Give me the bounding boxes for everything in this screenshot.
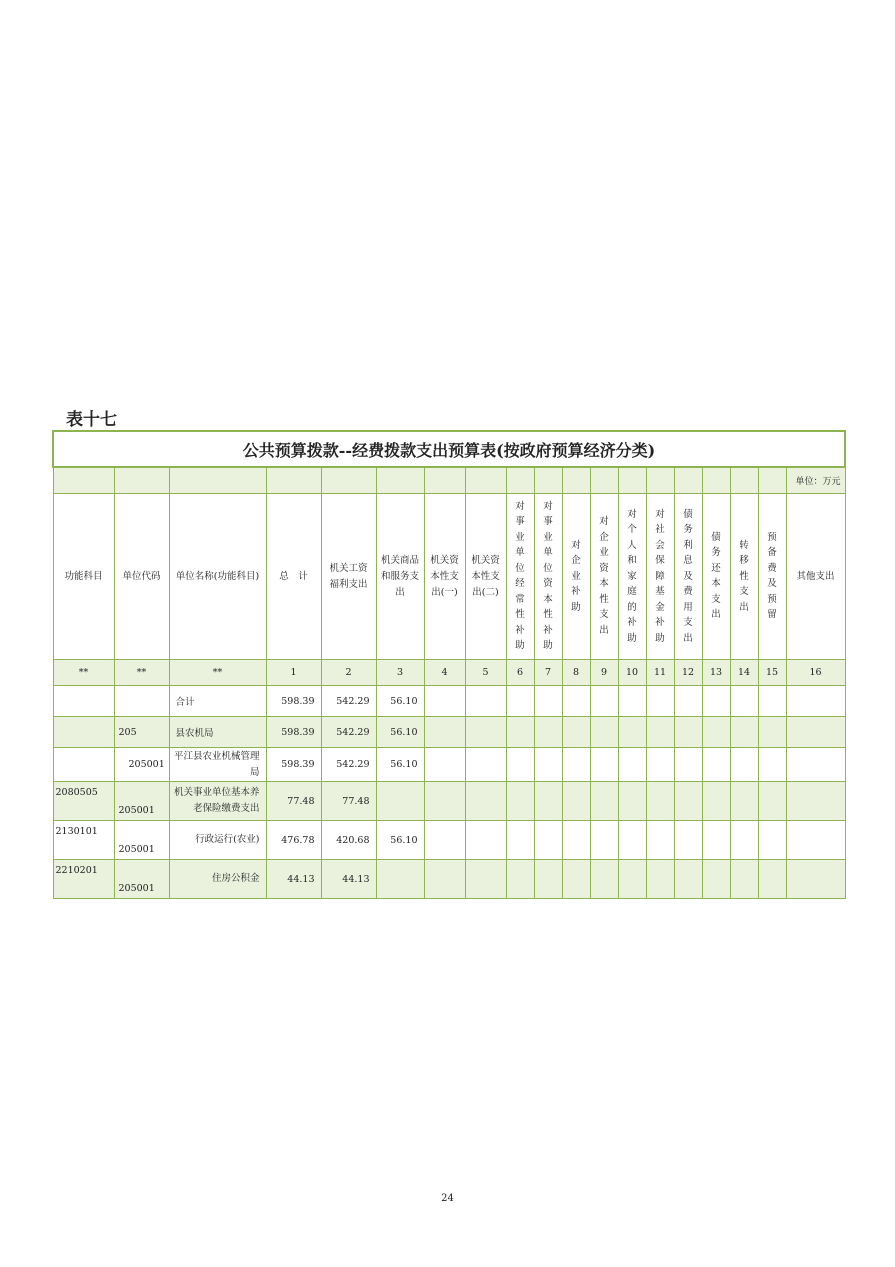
salary-cell: 44.13 (321, 860, 376, 899)
salary-cell: 420.68 (321, 821, 376, 860)
budget-table-container (52, 430, 844, 899)
total-cell: 44.13 (266, 860, 321, 899)
header-cell: 单位名称(功能科目) (169, 494, 266, 660)
unit-code-cell: 205001 (114, 821, 169, 860)
header-row (53, 494, 845, 660)
header-text: 机关资本性支出(一) (430, 554, 459, 598)
unit-name-cell: 平江县农业机械管理局 (169, 748, 266, 782)
header-text: 预备费及预留 (767, 531, 777, 621)
total-cell: 476.78 (266, 821, 321, 860)
table-title: 公共预算拨款--经费拨款支出预算表(按政府预算经济分类) (53, 431, 845, 467)
column-number: 4 (424, 660, 465, 686)
page-number: 24 (441, 1193, 454, 1204)
column-number: 16 (786, 660, 845, 686)
header-cell: 功能科目 (53, 494, 114, 660)
total-cell: 598.39 (266, 748, 321, 782)
function-code-cell: 2130101 (53, 821, 114, 860)
header-cell (562, 494, 590, 660)
unit-row (53, 467, 845, 494)
unit-label: 单位：万元 (786, 467, 845, 494)
header-cell (618, 494, 646, 660)
table-row (53, 782, 845, 821)
table-row (53, 748, 845, 782)
table-label: 表十七 (66, 410, 117, 430)
unit-code-cell: 205001 (114, 782, 169, 821)
column-number: 2 (321, 660, 376, 686)
unit-code-cell (114, 686, 169, 717)
header-cell (646, 494, 674, 660)
column-number: 11 (646, 660, 674, 686)
column-number: 13 (702, 660, 730, 686)
header-text: 对个人和家庭的补助 (627, 508, 637, 644)
goods-services-cell: 56.10 (376, 717, 424, 748)
column-number: 6 (506, 660, 534, 686)
table-row-total (53, 686, 845, 717)
header-text: 对事业单位资本性补助 (543, 500, 553, 652)
header-text: 对社会保障基金补助 (655, 508, 665, 644)
header-text: 机关商品和服务支出 (380, 554, 419, 598)
header-text: 转移性支出 (739, 539, 749, 613)
unit-name-cell: 住房公积金 (169, 860, 266, 899)
header-cell (730, 494, 758, 660)
header-cell (758, 494, 786, 660)
function-code-cell: 2080505 (53, 782, 114, 821)
unit-name-cell: 机关事业单位基本养老保险缴费支出 (169, 782, 266, 821)
unit-code-cell: 205001 (114, 748, 169, 782)
header-cell (674, 494, 702, 660)
total-cell: 77.48 (266, 782, 321, 821)
unit-code-cell: 205001 (114, 860, 169, 899)
header-text: 债务利息及费用支出 (683, 508, 693, 644)
column-number: 5 (465, 660, 506, 686)
header-cell (506, 494, 534, 660)
unit-name-cell: 县农机局 (169, 717, 266, 748)
salary-cell: 542.29 (321, 717, 376, 748)
goods-services-cell (376, 860, 424, 899)
table-row (53, 821, 845, 860)
header-cell (702, 494, 730, 660)
header-cell: 单位代码 (114, 494, 169, 660)
column-number: 7 (534, 660, 562, 686)
unit-name-cell: 行政运行(农业) (169, 821, 266, 860)
function-code-cell (53, 748, 114, 782)
function-code-cell (53, 717, 114, 748)
column-number: ** (169, 660, 266, 686)
column-number: 12 (674, 660, 702, 686)
header-text: 对事业单位经常性补助 (515, 500, 525, 652)
column-number: 15 (758, 660, 786, 686)
salary-cell: 542.29 (321, 748, 376, 782)
goods-services-cell: 56.10 (376, 748, 424, 782)
goods-services-cell (376, 782, 424, 821)
unit-code-cell: 205 (114, 717, 169, 748)
unit-name-cell: 合计 (169, 686, 266, 717)
header-text: 机关资本性支出(二) (471, 554, 500, 598)
header-cell: 总 计 (266, 494, 321, 660)
goods-services-cell: 56.10 (376, 686, 424, 717)
column-number: 14 (730, 660, 758, 686)
header-cell (321, 494, 376, 660)
column-number: ** (53, 660, 114, 686)
table-row (53, 860, 845, 899)
column-number: 8 (562, 660, 590, 686)
column-number: 10 (618, 660, 646, 686)
column-number: 1 (266, 660, 321, 686)
header-cell (376, 494, 424, 660)
header-text: 对企业资本性支出 (599, 516, 609, 636)
header-text: 机关工资福利支出 (329, 562, 368, 590)
column-number-row (53, 660, 845, 686)
column-number: 3 (376, 660, 424, 686)
goods-services-cell: 56.10 (376, 821, 424, 860)
header-cell (465, 494, 506, 660)
header-cell (534, 494, 562, 660)
total-cell: 598.39 (266, 686, 321, 717)
column-number: ** (114, 660, 169, 686)
total-cell: 598.39 (266, 717, 321, 748)
header-cell (590, 494, 618, 660)
header-text: 对企业补助 (571, 539, 581, 613)
table-row (53, 717, 845, 748)
salary-cell: 542.29 (321, 686, 376, 717)
header-text: 债务还本支出 (711, 531, 721, 621)
budget-table (52, 430, 846, 899)
column-number: 9 (590, 660, 618, 686)
salary-cell: 77.48 (321, 782, 376, 821)
header-cell (424, 494, 465, 660)
function-code-cell (53, 686, 114, 717)
function-code-cell: 2210201 (53, 860, 114, 899)
header-cell: 其他支出 (786, 494, 845, 660)
